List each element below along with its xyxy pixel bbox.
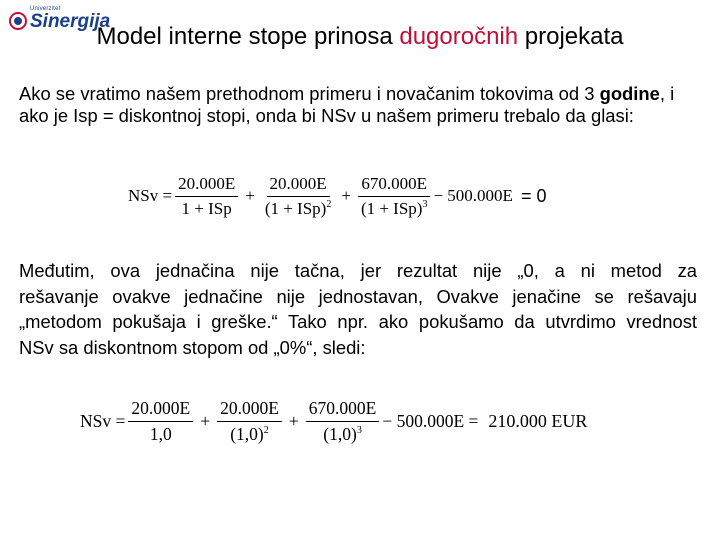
title-part2: projekata — [518, 23, 624, 50]
eq2-term-2-numerator: 20.000E — [217, 398, 282, 422]
eq1-term-2-denominator-wrap — [262, 197, 335, 219]
intro-paragraph — [19, 83, 697, 127]
eq1-term-3-denominator: (1 + ISp) — [360, 198, 423, 218]
explanation-line-2: rešavanje ovakve jednačine nije jednostavan, Ovakve jenačine se rešavaju — [19, 285, 697, 307]
eq1-term-3-exponent: 3 — [422, 198, 428, 210]
eq1-plus-1: + — [245, 186, 255, 205]
eq1-term-2-denominator: (1 + ISp) — [264, 198, 327, 218]
eq2-plus-2: + — [288, 410, 299, 431]
intro-text-a: Ako se vratimo našem prethodnom primeru i novačanim tokovima od 3 — [19, 83, 600, 104]
eq1-term-2 — [262, 174, 335, 219]
eq2-lhs: NSv = — [80, 410, 126, 431]
explanation-paragraph — [19, 258, 697, 360]
logo-name: Sinergija — [30, 11, 111, 32]
eq1-result: = 0 — [520, 185, 547, 206]
eq2-term-1-numerator: 20.000E — [128, 398, 193, 422]
eq2-term-2-denominator-wrap — [227, 422, 272, 445]
eq1-term-1-numerator: 20.000E — [175, 174, 238, 197]
npv-equation-zero-rate — [80, 390, 587, 452]
eq1-term-1-denominator: 1 + ISp — [181, 198, 232, 218]
eq2-term-3-denominator: (1,0) — [323, 423, 357, 444]
eq2-plus-1: + — [200, 410, 211, 431]
explanation-line-3: „metodom pokušaja i greške.“ Tako npr. ako pokušamo da utvrdimo vrednost — [19, 311, 697, 332]
npv-equation-general — [128, 168, 546, 224]
eq2-term-1 — [128, 398, 193, 445]
intro-bold-word: godine — [599, 83, 660, 104]
explanation-line-4: NSv sa diskontnom stopom od „0%“, sledi: — [19, 336, 366, 358]
eq2-term-2-denominator: (1,0) — [230, 423, 264, 444]
eq1-term-2-exponent: 2 — [326, 198, 332, 210]
logo-subtitle: Univerzitet — [30, 6, 61, 12]
eq2-term-2-exponent: 2 — [263, 424, 269, 436]
eq2-term-1-denominator: 1,0 — [149, 423, 172, 444]
eq1-plus-2: + — [341, 186, 351, 205]
eq1-term-3 — [358, 174, 431, 219]
eq1-term-2-numerator: 20.000E — [267, 174, 330, 197]
eq2-tail: − 500.000E = — [382, 410, 479, 431]
eq2-result: 210.000 EUR — [488, 410, 588, 431]
eq2-term-2 — [217, 398, 282, 445]
eq1-tail: − 500.000E — [433, 186, 513, 205]
eq2-term-3-numerator: 670.000E — [306, 398, 380, 422]
eq1-lhs: NSv = — [128, 186, 173, 205]
title-part1: Model interne stope prinosa — [96, 23, 400, 50]
eq2-term-3-denominator-wrap — [320, 422, 365, 445]
eq2-term-3 — [306, 398, 380, 445]
explanation-line-1: Međutim, ova jednačina nije tačna, jer rezultat nije „0, a ni metod za — [19, 260, 697, 281]
slide-title — [0, 22, 720, 52]
eq1-term-3-denominator-wrap — [358, 197, 431, 219]
eq1-term-3-numerator: 670.000E — [358, 174, 430, 197]
intro-text-b: , i ako je Isp = diskontnoj stopi, onda bi NSv u našem primeru trebalo da glasi: — [19, 83, 675, 126]
eq1-term-1 — [175, 174, 238, 219]
title-highlight: dugoročnih — [399, 23, 519, 50]
eq2-term-3-exponent: 3 — [356, 424, 362, 436]
